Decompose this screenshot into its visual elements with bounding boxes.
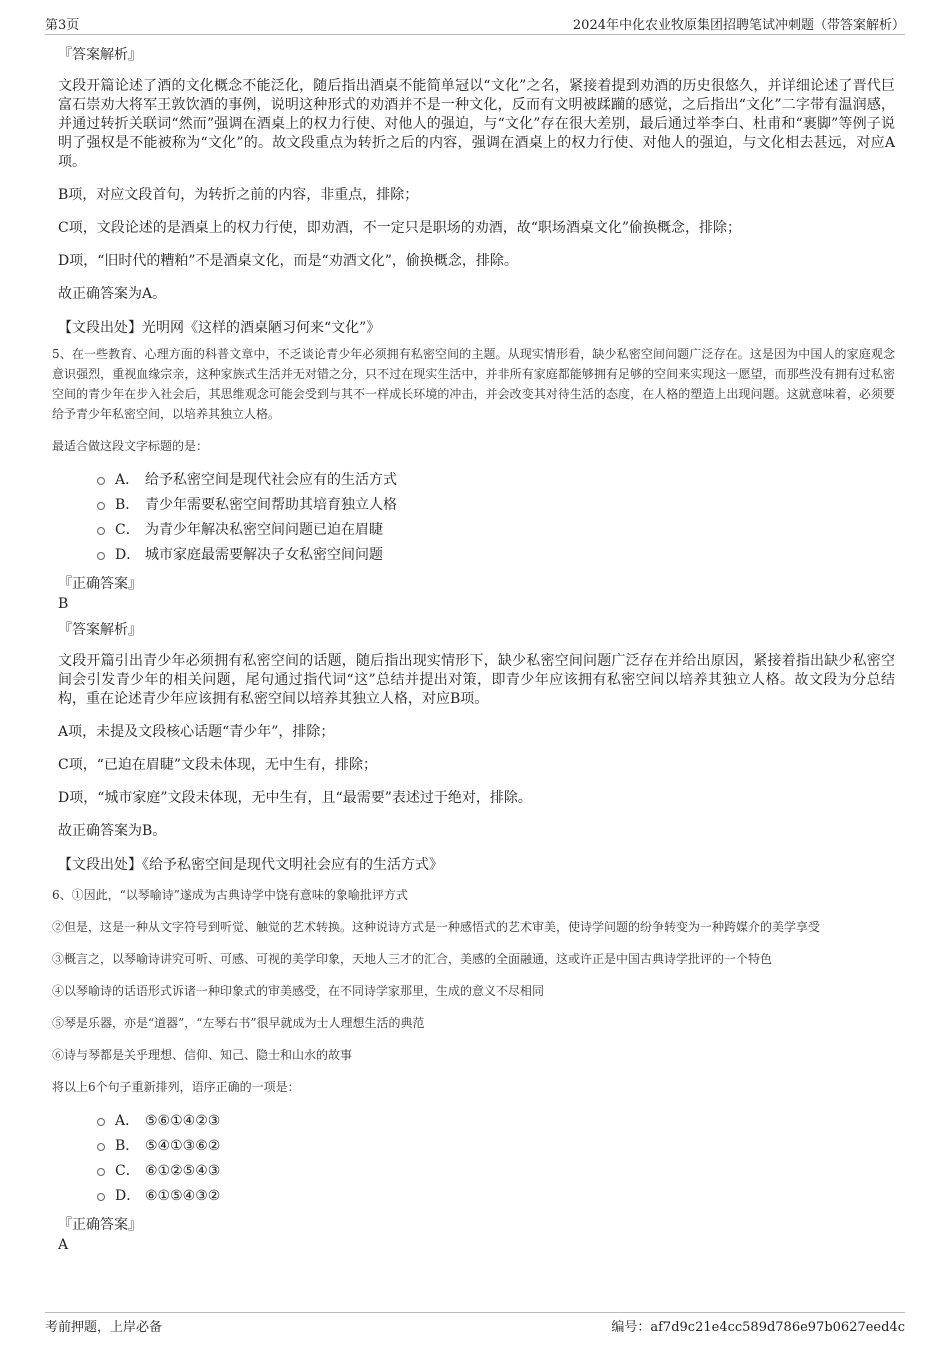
q6-option-a[interactable]: A． ⑤⑥①④②③ (97, 1109, 895, 1134)
q5-answer-title: 『正确答案』 (58, 576, 142, 592)
q6-sentence-2: ②但是，这是一种从文字符号到听觉、触觉的艺术转换。这种说诗方式是一种感悟式的艺术审美，使诗学问题的纷争转变为一种跨媒介的美学享受 (52, 920, 821, 934)
q5-option-d[interactable]: D． 城市家庭最需要解决子女私密空间问题 (97, 543, 895, 568)
page-header (45, 14, 905, 35)
radio-icon[interactable] (97, 502, 105, 510)
q6-sentence-1: 6、①因此，“以琴喻诗”遂成为古典诗学中饶有意味的象喻批评方式 (52, 888, 408, 902)
radio-icon[interactable] (97, 1193, 105, 1201)
q4-option-b-analysis: B项，对应文段首句，为转折之前的内容，非重点，排除； (58, 187, 419, 203)
q5-option-a-analysis: A项，未提及文段核心话题“青少年”，排除； (58, 724, 335, 740)
radio-icon[interactable] (97, 1168, 105, 1176)
document-title: 2024年中化农业牧原集团招聘笔试冲刺题（带答案解析） (572, 18, 905, 33)
q6-options (97, 1109, 895, 1209)
q5-option-d-analysis: D项，“城市家庭”文段未体现，无中生有，且“最需要”表述过于绝对，排除。 (58, 790, 532, 806)
q4-analysis: 文段开篇论述了酒的文化概念不能泛化，随后指出酒桌不能简单冠以“文化”之名，紧接着提到劝酒的历史很悠久，并详细论述了晋代巨富石崇劝大将军王敦饮酒的事例，说明这种形式的劝酒并不是一种文化，反而有文明被蹂躏的感觉，之后指出“文化”二字带有温润感，并通过转折关联词“然而”强调在酒桌上的权力行使、对他人的强迫，与“文化”存在很大差别，最后通过举李白、杜甫和“裹脚”等例子说明了强权是不能被称为“文化”的。故文段重点为转折之后的内容，强调在酒桌上的权力行使、对他人的强迫，与文化相去甚远，对应A项。 (58, 78, 895, 170)
q5-source: 【文段出处】《给予私密空间是现代文明社会应有的生活方式》 (58, 857, 443, 873)
q6-answer-title: 『正确答案』 (58, 1217, 142, 1233)
q5-option-b[interactable]: B． 青少年需要私密空间帮助其培育独立人格 (97, 493, 895, 518)
q4-option-d-analysis: D项，“旧时代的糟粕”不是酒桌文化，而是“劝酒文化”，偷换概念，排除。 (58, 253, 518, 269)
q6-option-b[interactable]: B． ⑤④①③⑥② (97, 1134, 895, 1159)
page-number: 第3页 (45, 18, 80, 33)
q5-stem: 5、在一些教育、心理方面的科普文章中，不乏谈论青少年必须拥有私密空间的主题。从现实情形看，缺少私密空间问题广泛存在。这是因为中国人的家庭观念意识强烈，重视血缘宗亲，这种家族式生活并无对错之分，只不过在现实生活中，并非所有家庭都能够拥有足够的空间来实现这一愿望，而那些没有拥有过私密空间的青少年在步入社会后，其思维观念可能会受到与其不一样成长环境的冲击，并会改变其对待生活的态度，在人格的塑造上出现问题。这就意味着，必须要给予青少年私密空间，以培养其独立人格。 (52, 347, 895, 421)
radio-icon[interactable] (97, 1143, 105, 1151)
footer-slogan: 考前押题，上岸必备 (45, 1320, 163, 1335)
q6-option-d[interactable]: D． ⑥①⑤④③② (97, 1184, 895, 1209)
q4-conclusion: 故正确答案为A。 (58, 286, 167, 302)
q5-analysis: 文段开篇引出青少年必须拥有私密空间的话题，随后指出现实情形下，缺少私密空间问题广泛存在并给出原因，紧接着指出缺少私密空间会引发青少年的相关问题，尾句通过指代词“这”总结并提出对策，即青少年应该拥有私密空间以培养其独立人格。故文段为分总结构，重在论述青少年应该拥有私密空间以培养其独立人格，对应B项。 (58, 653, 895, 707)
q6-sentence-5: ⑤琴是乐器，亦是“道器”，“左琴右书”很早就成为士人理想生活的典范 (52, 1016, 425, 1030)
q5-question: 最适合做这段文字标题的是： (52, 439, 209, 453)
q4-analysis-title: 『答案解析』 (58, 47, 142, 63)
q4-source: 【文段出处】光明网《这样的酒桌陋习何来“文化”》 (58, 320, 381, 336)
page-content (52, 45, 895, 1261)
q6-option-c[interactable]: C． ⑥①②⑤④③ (97, 1159, 895, 1184)
q5-option-c[interactable]: C． 为青少年解决私密空间问题已迫在眉睫 (97, 518, 895, 543)
q6-question: 将以上6个句子重新排列，语序正确的一项是： (52, 1080, 300, 1094)
document-code: 编号：af7d9c21e4cc589d786e97b0627eed4c (611, 1320, 905, 1335)
q5-analysis-title: 『答案解析』 (58, 622, 142, 638)
q5-option-c-analysis: C项，“已迫在眉睫”文段未体现，无中生有，排除； (58, 757, 378, 773)
radio-icon[interactable] (97, 527, 105, 535)
q5-conclusion: 故正确答案为B。 (58, 823, 167, 839)
q6-sentence-4: ④以琴喻诗的话语形式诉诸一种印象式的审美感受，在不同诗学家那里，生成的意义不尽相同 (52, 984, 545, 998)
q6-sentence-6: ⑥诗与琴都是关乎理想、信仰、知己、隐士和山水的故事 (52, 1048, 353, 1062)
q6-sentence-3: ③概言之，以琴喻诗讲究可听、可感、可视的美学印象，天地人三才的汇合，美感的全面融通，这或许正是中国古典诗学批评的一个特色 (52, 952, 773, 966)
radio-icon[interactable] (97, 1118, 105, 1126)
q4-option-c-analysis: C项，文段论述的是酒桌上的权力行使，即劝酒，不一定只是职场的劝酒，故“职场酒桌文化”偷换概念，排除； (58, 220, 742, 236)
page-footer (45, 1312, 905, 1336)
radio-icon[interactable] (97, 477, 105, 485)
q6-answer: A (58, 1237, 69, 1253)
radio-icon[interactable] (97, 552, 105, 560)
q5-option-a[interactable]: A． 给予私密空间是现代社会应有的生活方式 (97, 468, 895, 493)
q5-options (97, 468, 895, 568)
q5-answer: B (58, 596, 69, 612)
